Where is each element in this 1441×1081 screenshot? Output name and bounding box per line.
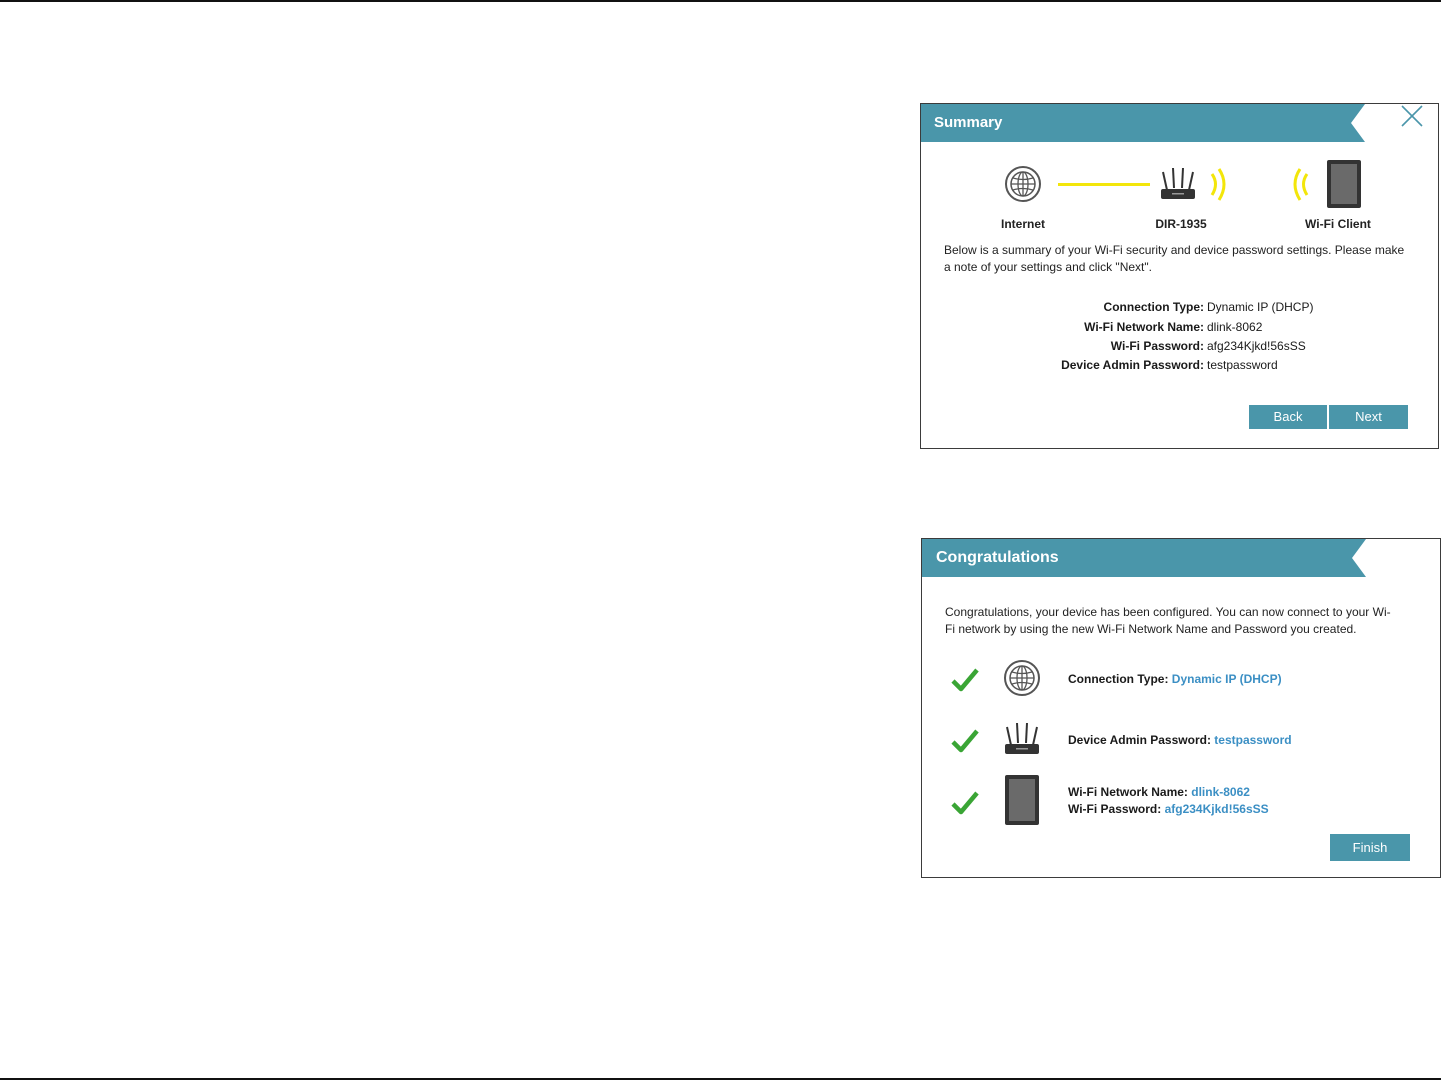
wifi-client-label: Wi-Fi Client: [1305, 217, 1371, 231]
summary-title: Summary: [934, 114, 1003, 131]
wifi-password-value: afg234Kjkd!56sSS: [1164, 802, 1269, 816]
wifi-name-value: dlink-8062: [1191, 785, 1250, 799]
check-icon: [951, 728, 979, 754]
wifi-signal-icon: [1208, 167, 1230, 203]
admin-password-key: Device Admin Password:: [1068, 733, 1211, 747]
congratulations-title: Congratulations: [936, 549, 1059, 566]
bottom-rule: [0, 1078, 1441, 1080]
field-key: Wi-Fi Network Name:: [1084, 320, 1204, 334]
internet-node: [1004, 165, 1042, 203]
summary-panel: [920, 103, 1439, 449]
router-icon: [1158, 166, 1198, 202]
router-icon: [1002, 721, 1042, 757]
congratulations-panel: [921, 538, 1441, 878]
field-value: Dynamic IP (DHCP): [1207, 300, 1314, 314]
admin-password-row: [1068, 733, 1292, 747]
internet-label: Internet: [1000, 217, 1045, 231]
field-value: dlink-8062: [1207, 320, 1263, 334]
tablet-icon: [1004, 774, 1040, 826]
top-rule: [0, 0, 1441, 2]
congratulations-description: Congratulations, your device has been configured. You can now connect to your Wi-Fi network by using the new Wi-Fi Network Name and Password you created.: [945, 605, 1391, 636]
back-button[interactable]: Back: [1249, 405, 1327, 429]
wifi-client-node: [1326, 159, 1362, 209]
admin-password-value: testpassword: [1214, 733, 1292, 747]
field-value: testpassword: [1207, 358, 1278, 372]
wifi-name-key: Wi-Fi Network Name:: [1068, 785, 1188, 799]
field-key: Device Admin Password:: [1061, 358, 1204, 372]
field-key: Wi-Fi Password:: [1110, 339, 1204, 353]
finish-button[interactable]: Finish: [1330, 834, 1410, 861]
wifi-signal-icon: [1289, 167, 1311, 203]
connection-type-value: Dynamic IP (DHCP): [1171, 672, 1282, 686]
tablet-icon: [1326, 159, 1362, 209]
connection-type-key: Connection Type:: [1068, 672, 1169, 686]
wifi-password-row: [1068, 802, 1269, 816]
summary-description: Below is a summary of your Wi-Fi security and device password settings. Please make a note of your settings and click "Next".: [944, 243, 1405, 274]
globe-icon: [1004, 165, 1042, 203]
field-key: Connection Type:: [1103, 300, 1204, 314]
close-icon: [1400, 104, 1424, 128]
connection-line: [1058, 183, 1150, 186]
field-value: afg234Kjkd!56sSS: [1207, 339, 1306, 353]
next-button[interactable]: Next: [1329, 405, 1408, 429]
router-label: DIR-1935: [1155, 217, 1207, 231]
router-node: [1158, 166, 1198, 202]
check-icon: [951, 667, 979, 693]
wifi-password-key: Wi-Fi Password:: [1068, 802, 1162, 816]
globe-icon: [1003, 659, 1041, 697]
wifi-name-row: [1068, 785, 1250, 799]
close-button[interactable]: [1400, 104, 1424, 128]
check-icon: [951, 790, 979, 816]
connection-type-row: [1068, 672, 1282, 686]
